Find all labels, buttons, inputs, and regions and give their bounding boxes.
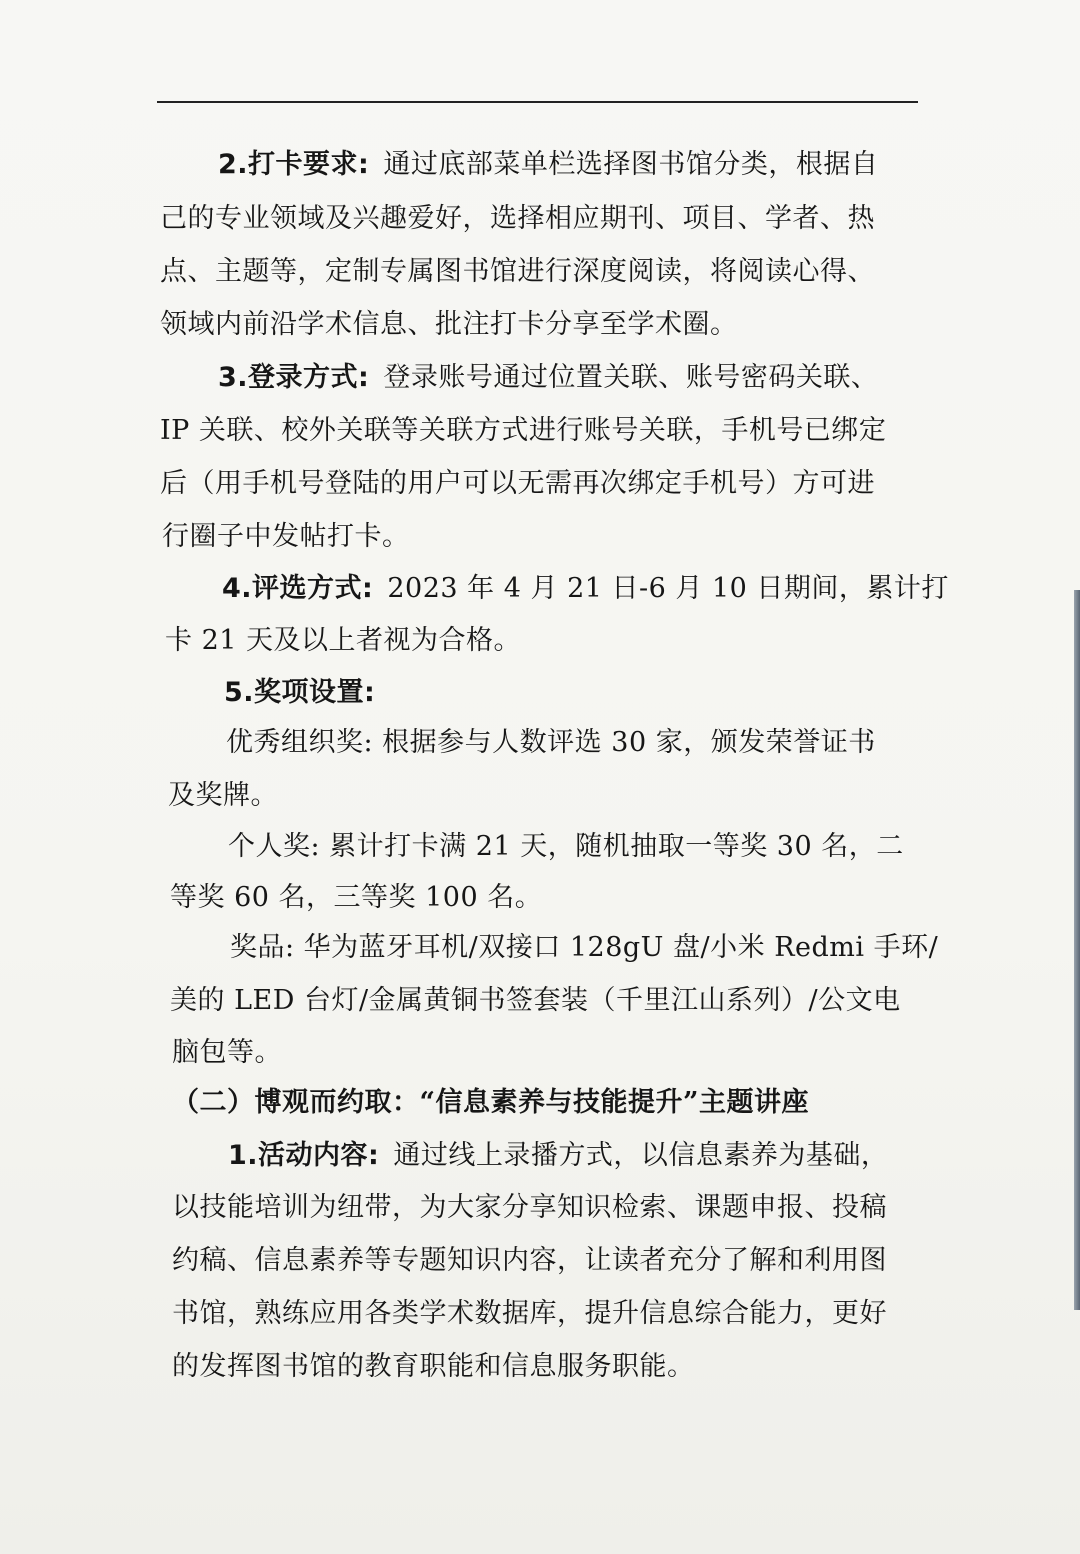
paragraph-line: 个人奖: 累计打卡满 21 天，随机抽取一等奖 30 名，二 — [228, 831, 904, 862]
paragraph-line: 领域内前沿学术信息、批注打卡分享至学术圈。 — [160, 309, 738, 340]
paragraph-line: 以技能培训为纽带，为大家分享知识检索、课题申报、投稿 — [172, 1192, 887, 1223]
paragraph-line — [228, 1136, 888, 1176]
header-rule — [157, 101, 918, 103]
item-text: 通过线上录播方式，以信息素养为基础， — [393, 1140, 889, 1171]
item-text: 2023 年 4 月 21 日-6 月 10 日期间，累计打 — [387, 573, 949, 604]
paragraph-line: 及奖牌。 — [168, 780, 278, 811]
paragraph-line: 的发挥图书馆的教育职能和信息服务职能。 — [172, 1351, 695, 1382]
item-heading: 2.打卡要求: — [218, 149, 370, 180]
page-edge-shadow — [1074, 590, 1080, 1310]
paragraph-line: 优秀组织奖: 根据参与人数评选 30 家，颁发荣誉证书 — [226, 727, 876, 758]
item-text: 通过底部菜单栏选择图书馆分类，根据自 — [383, 149, 879, 180]
item-heading: 1.活动内容: — [228, 1140, 380, 1171]
paragraph-line: 卡 21 天及以上者视为合格。 — [165, 625, 522, 656]
item-heading: 4.评选方式: — [222, 573, 374, 604]
paragraph-line: 书馆，熟练应用各类学术数据库，提升信息综合能力，更好 — [172, 1298, 887, 1329]
paragraph-line: 点、主题等，定制专属图书馆进行深度阅读，将阅读心得、 — [160, 256, 875, 287]
paragraph-line: 行圈子中发帖打卡。 — [162, 521, 410, 552]
paragraph-line — [222, 569, 949, 609]
paragraph-line: 奖品: 华为蓝牙耳机/双接口 128gU 盘/小米 Redmi 手环/ — [230, 932, 939, 963]
paragraph-line — [218, 145, 878, 185]
item-text: 登录账号通过位置关联、账号密码关联、 — [383, 362, 879, 393]
paragraph-line: 己的专业领域及兴趣爱好，选择相应期刊、项目、学者、热 — [160, 203, 875, 234]
section-heading: （二）博观而约取：“信息素养与技能提升”主题讲座 — [172, 1087, 810, 1118]
paragraph-line: 美的 LED 台灯/金属黄铜书签套装（千里江山系列）/公文电 — [170, 985, 901, 1016]
item-heading: 5.奖项设置: — [224, 677, 376, 708]
paragraph-line: 等奖 60 名，三等奖 100 名。 — [170, 882, 543, 913]
paragraph-line: IP 关联、校外关联等关联方式进行账号关联，手机号已绑定 — [160, 415, 887, 446]
paragraph-line — [218, 358, 878, 398]
paragraph-line: 后（用手机号登陆的用户可以无需再次绑定手机号）方可进 — [160, 468, 875, 499]
item-heading: 3.登录方式: — [218, 362, 370, 393]
paragraph-line: 约稿、信息素养等专题知识内容，让读者充分了解和利用图 — [172, 1245, 887, 1276]
paragraph-line: 脑包等。 — [172, 1037, 282, 1068]
